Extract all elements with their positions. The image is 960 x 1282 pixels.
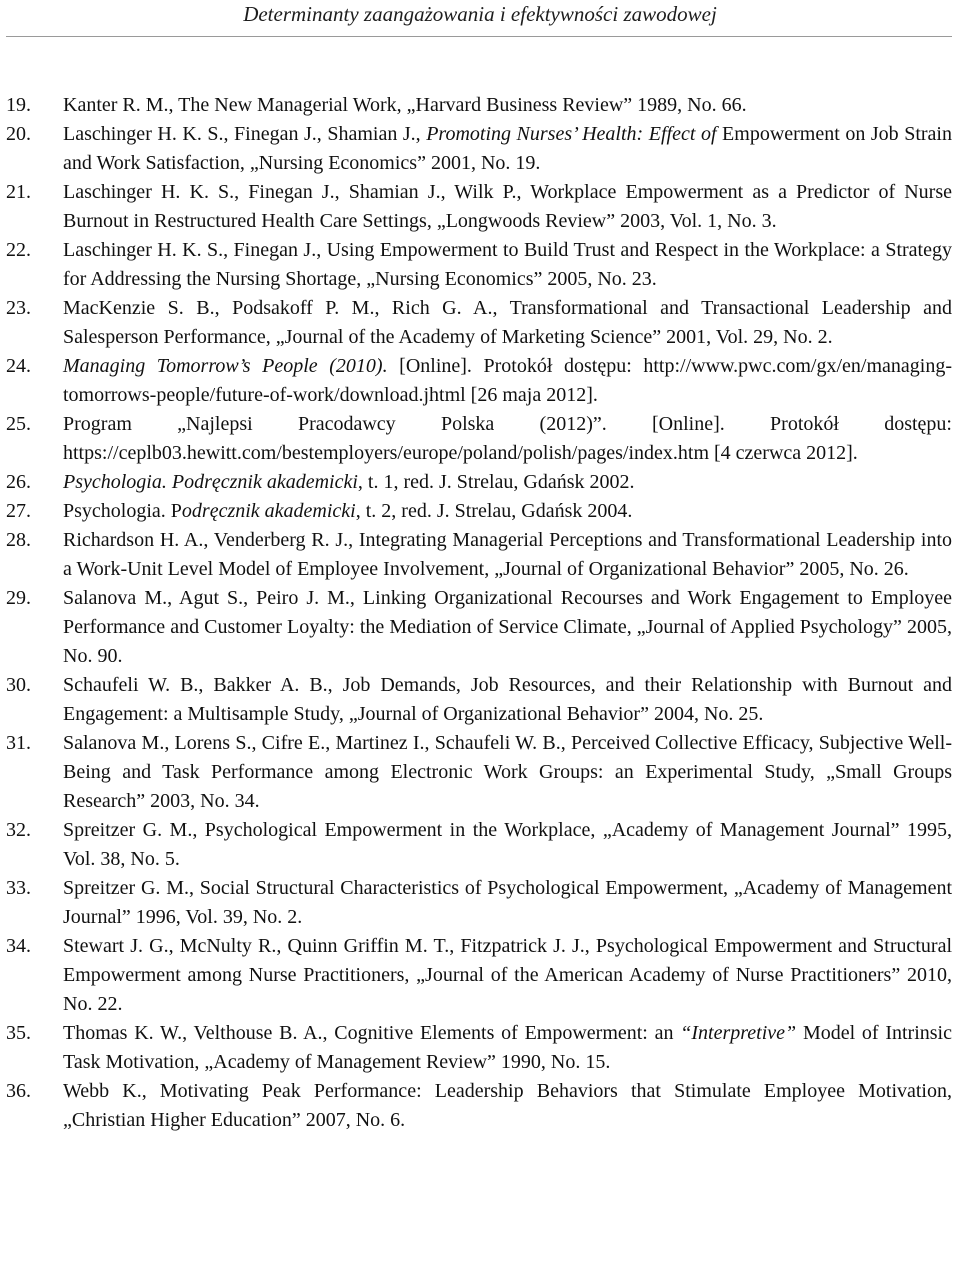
reference-item — [0, 410, 960, 468]
reference-item — [0, 816, 960, 874]
reference-segment: Kanter R. M., The New Managerial Work, „Harvard Business Review” 1989, No. 66. — [63, 94, 747, 116]
reference-segment: Richardson H. A., Venderberg R. J., Integrating Managerial Perceptions and Transformational Leadership into a Work-Unit Level Model of Employee Involvement, „Journal of Organizational Behavior” 2005, No. 26. — [63, 529, 952, 580]
reference-number: 32. — [6, 819, 31, 841]
reference-item — [0, 526, 960, 584]
reference-text — [63, 91, 952, 120]
reference-segment: Laschinger H. K. S., Finegan J., Shamian J., Wilk P., Workplace Empowerment as a Predictor of Nurse Burnout in Restructured Health Care Settings, „Longwoods Review” 2003, Vol. 1, No. 3. — [63, 181, 952, 232]
reference-text — [63, 671, 952, 729]
reference-item — [0, 91, 960, 120]
page-header — [0, 0, 960, 40]
reference-text — [63, 352, 952, 410]
reference-segment: Thomas K. W., Velthouse B. A., Cognitive Elements of Empowerment: an — [63, 1022, 681, 1044]
reference-text — [63, 468, 952, 497]
reference-number: 22. — [6, 239, 31, 261]
reference-number: 19. — [6, 94, 31, 116]
reference-item — [0, 729, 960, 816]
reference-text — [63, 497, 952, 526]
reference-text — [63, 294, 952, 352]
reference-text — [63, 1077, 952, 1135]
reference-item — [0, 236, 960, 294]
reference-text — [63, 178, 952, 236]
running-header-title: Determinanty zaangażowania i efektywności zawodowej — [243, 2, 717, 26]
reference-segment: , t. 1, red. J. Strelau, Gdańsk 2002. — [357, 471, 635, 493]
reference-number: 27. — [6, 500, 31, 522]
reference-segment: MacKenzie S. B., Podsakoff P. M., Rich G. A., Transformational and Transactional Leadership and Salesperson Performance, „Journal of the Academy of Marketing Science” 2001, Vol. 29, No. 2. — [63, 297, 952, 348]
reference-segment: Model of Intrinsic Task Motivation, „Academy of Management Review” 1990, No. 15. — [63, 1022, 952, 1073]
reference-number: 36. — [6, 1080, 31, 1102]
reference-text — [63, 584, 952, 671]
reference-number: 25. — [6, 413, 31, 435]
reference-segment: Psychologia. P — [63, 500, 182, 522]
reference-number: 21. — [6, 181, 31, 203]
reference-segment: Salanova M., Lorens S., Cifre E., Martinez I., Schaufeli W. B., Perceived Collective Efficacy, Subjective Well-Being and Task Performance among Electronic Work Groups: an Experimental Study, „Small Groups Research” 2003, No. 34. — [63, 732, 952, 812]
reference-segment: Laschinger H. K. S., Finegan J., Shamian J., — [63, 123, 427, 145]
reference-item — [0, 671, 960, 729]
reference-segment: , t. 2, red. J. Strelau, Gdańsk 2004. — [355, 500, 633, 522]
reference-italic-segment: Promoting Nurses’ Health: Effect of — [426, 123, 717, 145]
reference-italic-segment: odręcznik akademicki — [181, 500, 356, 522]
reference-item — [0, 352, 960, 410]
reference-number: 29. — [6, 587, 31, 609]
reference-number: 34. — [6, 935, 31, 957]
reference-text — [63, 932, 952, 1019]
reference-segment: Schaufeli W. B., Bakker A. B., Job Demands, Job Resources, and their Relationship with Burnout and Engagement: a Multisample Study, „Journal of Organizational Behavior” 2004, No. 25. — [63, 674, 952, 725]
header-divider — [6, 36, 952, 37]
reference-number: 23. — [6, 297, 31, 319]
reference-segment: Stewart J. G., McNulty R., Quinn Griffin M. T., Fitzpatrick J. J., Psychological Empowerment and Structural Empowerment among Nurse Practitioners, „Journal of the American Academy of Nurse Practitioners” 2010, No. 22. — [63, 935, 952, 1015]
reference-text — [63, 816, 952, 874]
reference-segment: Spreitzer G. M., Social Structural Characteristics of Psychological Empowerment, „Academy of Management Journal” 1996, Vol. 39, No. 2. — [63, 877, 952, 928]
reference-list — [0, 91, 960, 1135]
reference-segment: Empowerment on Job Strain and Work Satisfaction, „Nursing Economics” 2001, No. 19. — [63, 123, 952, 174]
reference-item — [0, 932, 960, 1019]
reference-text — [63, 1019, 952, 1077]
reference-item — [0, 584, 960, 671]
reference-text — [63, 874, 952, 932]
reference-segment: Program „Najlepsi Pracodawcy Polska (2012)”. [Online]. Protokół dostępu: https://ceplb03.hewitt.com/bestemployers/europe/poland/polish/pages/index.htm [4 czerwca 2012]. — [63, 413, 952, 464]
reference-italic-segment: Managing Tomorrow’s People (2010). — [63, 355, 388, 377]
reference-segment: [Online]. Protokół dostępu: http://www.pwc.com/gx/en/managing-tomorrows-people/future-of-work/download.jhtml [26 maja 2012]. — [63, 355, 952, 406]
reference-number: 33. — [6, 877, 31, 899]
reference-item — [0, 120, 960, 178]
reference-number: 26. — [6, 471, 31, 493]
reference-item — [0, 1019, 960, 1077]
reference-text — [63, 120, 952, 178]
reference-text — [63, 729, 952, 816]
reference-number: 20. — [6, 123, 31, 145]
reference-segment: Laschinger H. K. S., Finegan J., Using Empowerment to Build Trust and Respect in the Workplace: a Strategy for Addressing the Nursing Shortage, „Nursing Economics” 2005, No. 23. — [63, 239, 952, 290]
reference-italic-segment: Psychologia. Podręcznik akademicki — [63, 471, 358, 493]
reference-number: 28. — [6, 529, 31, 551]
reference-segment: Spreitzer G. M., Psychological Empowerment in the Workplace, „Academy of Management Journal” 1995, Vol. 38, No. 5. — [63, 819, 952, 870]
reference-number: 35. — [6, 1022, 31, 1044]
reference-text — [63, 526, 952, 584]
reference-item — [0, 468, 960, 497]
reference-number: 31. — [6, 732, 31, 754]
reference-number: 30. — [6, 674, 31, 696]
reference-item — [0, 294, 960, 352]
reference-segment: Salanova M., Agut S., Peiro J. M., Linking Organizational Recourses and Work Engagement to Employee Performance and Customer Loyalty: the Mediation of Service Climate, „Journal of Applied Psychology” 2005, No. 90. — [63, 587, 952, 667]
reference-item — [0, 178, 960, 236]
reference-item — [0, 1077, 960, 1135]
reference-item — [0, 874, 960, 932]
reference-segment: Webb K., Motivating Peak Performance: Leadership Behaviors that Stimulate Employee Motivation, „Christian Higher Education” 2007, No. 6. — [63, 1080, 952, 1131]
reference-text — [63, 410, 952, 468]
reference-text — [63, 236, 952, 294]
reference-italic-segment: “Interpretive” — [680, 1022, 797, 1044]
reference-number: 24. — [6, 355, 31, 377]
reference-item — [0, 497, 960, 526]
